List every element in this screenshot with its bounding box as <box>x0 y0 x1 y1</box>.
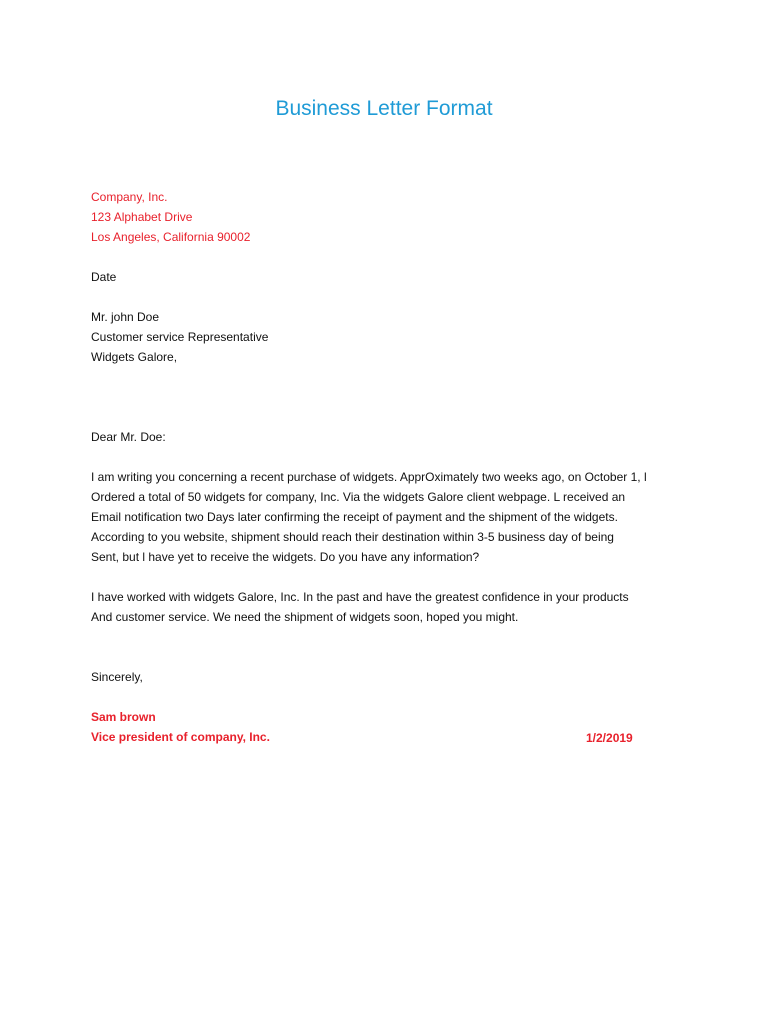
signature-date: 1/2/2019 <box>586 731 633 745</box>
signature-title: Vice president of company, Inc. <box>91 730 270 744</box>
date-label: Date <box>91 270 117 284</box>
sender-street: 123 Alphabet Drive <box>91 210 193 224</box>
date-line <box>91 267 691 287</box>
body-paragraph-1 <box>91 467 691 567</box>
salutation-text: Dear Mr. Doe: <box>91 430 166 444</box>
paragraph-line: I am writing you concerning a recent purchase of widgets. ApprOximately two weeks ago, on October 1, l <box>91 470 647 484</box>
salutation <box>91 427 691 447</box>
recipient-address <box>91 307 691 367</box>
body-paragraph-2 <box>91 587 691 627</box>
sender-company: Company, Inc. <box>91 190 168 204</box>
sender-city-state-zip: Los Angeles, California 90002 <box>91 230 251 244</box>
paragraph-line: Sent, but l have yet to receive the widgets. Do you have any information? <box>91 550 480 564</box>
paragraph-line: I have worked with widgets Galore, Inc. In the past and have the greatest confidence in your products <box>91 590 629 604</box>
paragraph-line: Ordered a total of 50 widgets for company, Inc. Via the widgets Galore client webpage. L received an <box>91 490 626 504</box>
recipient-title: Customer service Representative <box>91 330 269 344</box>
sender-address <box>91 187 691 247</box>
paragraph-line: Email notification two Days later confirming the receipt of payment and the shipment of the widgets. <box>91 510 618 524</box>
signature-name: Sam brown <box>91 710 156 724</box>
recipient-company: Widgets Galore, <box>91 350 178 364</box>
document-title: Business Letter Format <box>275 97 493 120</box>
closing <box>91 667 691 687</box>
closing-text: Sincerely, <box>91 670 143 684</box>
paragraph-line: And customer service. We need the shipment of widgets soon, hoped you might. <box>91 610 519 624</box>
recipient-name: Mr. john Doe <box>91 310 160 324</box>
paragraph-line: According to you website, shipment should reach their destination within 3-5 business day of being <box>91 530 614 544</box>
